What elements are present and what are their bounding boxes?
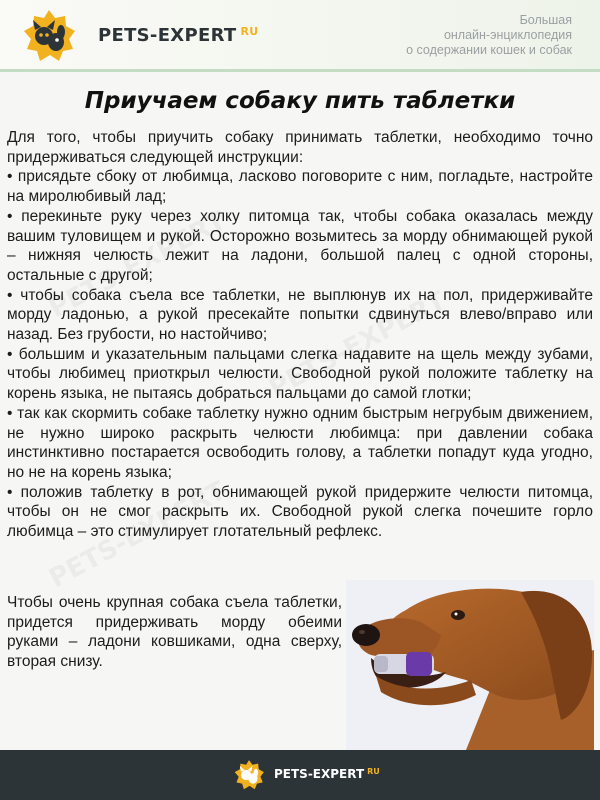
dog-photo xyxy=(346,580,594,750)
article-body xyxy=(7,128,593,542)
pets-logo-icon[interactable] xyxy=(232,759,266,791)
site-footer xyxy=(0,750,600,800)
instruction-item: • чтобы собака съела все таблетки, не выплюнув их на пол, придерживайте морду ладонью, а рукой пресекайте попытки сдвинуться влево/вправо или назад. Без грубости, но настойчиво; xyxy=(7,286,593,344)
footer-brand-tld: RU xyxy=(367,767,380,776)
tagline-line: о содержании кошек и собак xyxy=(406,43,572,57)
instruction-item: • присядьте сбоку от любимца, ласково поговорите с ним, погладьте, настройте на миролюбивый лад; xyxy=(7,168,593,206)
instruction-item: • большим и указательным пальцами слегка надавите на щель между зубами, чтобы любимец приоткрыл челюсти. Свободной рукой положите таблетку на корень языка, не пытаясь добраться пальцами до самой глотки; xyxy=(7,345,593,403)
closing-paragraph: Чтобы очень крупная собака съела таблетки, придется придерживать морду обеими руками – ладони ковшиками, одна сверху, вторая снизу. xyxy=(7,594,342,671)
brand-name[interactable] xyxy=(98,25,259,46)
footer-brand[interactable] xyxy=(274,767,380,781)
brand-tld: RU xyxy=(240,25,259,38)
intro-paragraph: Для того, чтобы приучить собаку принимать таблетки, необходимо точно придерживаться следующей инструкции: xyxy=(7,129,593,166)
dog-with-pill-illustration xyxy=(346,580,594,750)
footer-brand-text: PETS-EXPERT xyxy=(274,767,365,781)
instruction-item: • так как скормить собаке таблетку нужно одним быстрым негрубым движением, не нужно широко раскрыть челюсти любимца: при давлении собака инстинктивно постарается освободить голову, а таблетки попадут куда угодно, но не на корень языка; xyxy=(7,404,593,481)
pets-logo-icon[interactable] xyxy=(20,8,78,64)
brand-text: PETS-EXPERT xyxy=(98,25,237,46)
instruction-item: • положив таблетку в рот, обнимающей рукой придержите челюсти питомца, чтобы он не смог раскрыть их. Свободной рукой слегка почешите горло любимца – это стимулирует глотательный рефлекс. xyxy=(7,483,593,541)
tagline-line: онлайн-энциклопедия xyxy=(443,28,572,42)
instruction-item: • перекиньте руку через холку питомца так, чтобы собака оказалась между вашим туловищем и рукой. Осторожно возьмитесь за морду обнимающей рукой – нижняя челюсть лежит на ладони, большой палец с одной стороны, остальные с другой; xyxy=(7,207,593,284)
page-title: Приучаем собаку пить таблетки xyxy=(84,88,516,114)
site-header xyxy=(0,0,600,72)
tagline xyxy=(352,13,572,58)
tagline-line: Большая xyxy=(519,13,572,27)
